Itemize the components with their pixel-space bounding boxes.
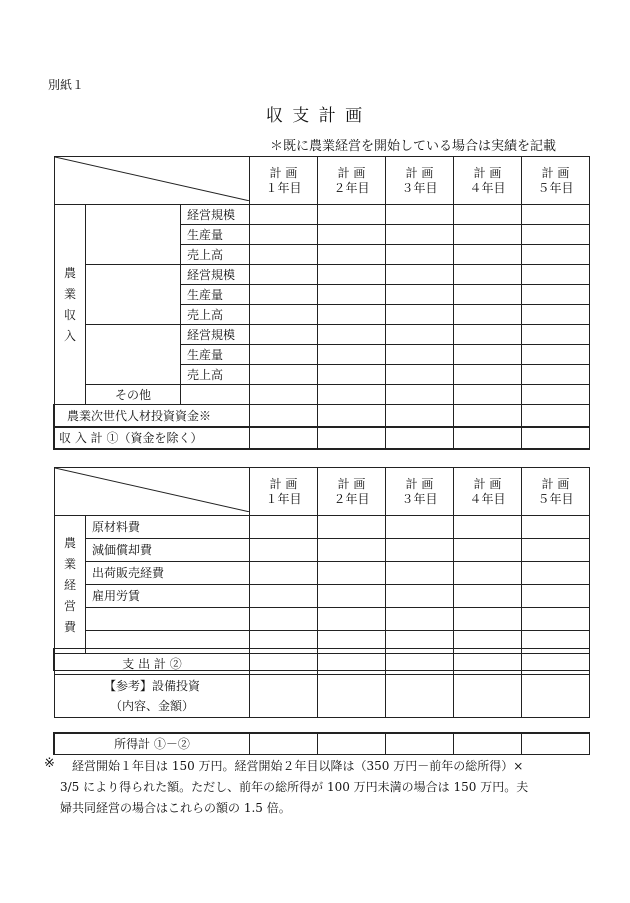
income-table: [54, 156, 590, 449]
value-cell[interactable]: [250, 325, 318, 345]
year-header-5: 計 画 ５年目: [522, 157, 590, 205]
value-cell[interactable]: [522, 734, 590, 755]
value-cell[interactable]: [318, 427, 386, 449]
value-cell[interactable]: [454, 385, 522, 405]
value-cell[interactable]: [522, 345, 590, 365]
value-cell[interactable]: [522, 285, 590, 305]
value-cell[interactable]: [454, 585, 522, 608]
value-cell[interactable]: [250, 305, 318, 325]
expense-category-label: 農 業 経 営 費: [55, 516, 86, 654]
value-cell[interactable]: [250, 345, 318, 365]
year-header-1: 計 画 １年目: [250, 468, 318, 516]
value-cell[interactable]: [454, 285, 522, 305]
item-label-production: 生産量: [181, 225, 250, 245]
value-cell[interactable]: [454, 734, 522, 755]
item-label-sales: 売上高: [181, 305, 250, 325]
value-cell[interactable]: [522, 305, 590, 325]
value-cell[interactable]: [454, 265, 522, 285]
value-cell[interactable]: [454, 345, 522, 365]
value-cell[interactable]: [250, 516, 318, 539]
value-cell[interactable]: [522, 654, 590, 675]
value-cell[interactable]: [250, 225, 318, 245]
value-cell[interactable]: [250, 245, 318, 265]
value-cell[interactable]: [454, 325, 522, 345]
value-cell[interactable]: [386, 325, 454, 345]
table-row: [55, 385, 590, 405]
table-row: [55, 325, 590, 345]
value-cell[interactable]: [318, 345, 386, 365]
item-label-sales: 売上高: [181, 245, 250, 265]
value-cell[interactable]: [250, 654, 318, 675]
value-cell[interactable]: [522, 365, 590, 385]
value-cell[interactable]: [522, 205, 590, 225]
table-row: [55, 539, 590, 562]
expense-item-blank-2[interactable]: [86, 631, 250, 654]
value-cell[interactable]: [318, 285, 386, 305]
value-cell[interactable]: [454, 427, 522, 449]
item-label-production: 生産量: [181, 285, 250, 305]
value-cell[interactable]: [386, 225, 454, 245]
value-cell[interactable]: [386, 654, 454, 675]
value-cell[interactable]: [386, 265, 454, 285]
footnote-line-3: 婦共同経営の場合はこれらの額の 1.5 倍。: [60, 801, 291, 815]
value-cell[interactable]: [454, 608, 522, 631]
value-cell[interactable]: [454, 539, 522, 562]
value-cell[interactable]: [522, 265, 590, 285]
footnote-line-2: 3/5 により得られた額。ただし、前年の総所得が 100 万円未満の場合は 150 万円。夫: [60, 780, 529, 794]
expense-item-raw-materials: 原材料費: [86, 516, 250, 539]
value-cell[interactable]: [386, 585, 454, 608]
year-header-4: 計 画 ４年目: [454, 468, 522, 516]
value-cell[interactable]: [318, 205, 386, 225]
value-cell[interactable]: [318, 225, 386, 245]
value-cell[interactable]: [318, 539, 386, 562]
value-cell[interactable]: [522, 539, 590, 562]
attachment-label: 別紙１: [48, 78, 85, 92]
value-cell[interactable]: [454, 562, 522, 585]
year-header-4: 計 画 ４年目: [454, 157, 522, 205]
value-cell[interactable]: [386, 285, 454, 305]
value-cell[interactable]: [250, 562, 318, 585]
value-cell[interactable]: [318, 245, 386, 265]
year-header-5: 計 画 ５年目: [522, 468, 590, 516]
value-cell[interactable]: [318, 585, 386, 608]
value-cell[interactable]: [386, 631, 454, 654]
value-cell[interactable]: [386, 345, 454, 365]
value-cell[interactable]: [318, 562, 386, 585]
value-cell[interactable]: [522, 225, 590, 245]
diagonal-line: [55, 468, 250, 512]
diagonal-line: [55, 157, 250, 201]
year-header-2: 計 画 ２年目: [318, 157, 386, 205]
item-label-scale: 経営規模: [181, 205, 250, 225]
profit-total-row: [55, 734, 590, 755]
profit-total-table: [54, 733, 590, 755]
item-label-sales: 売上高: [181, 365, 250, 385]
value-cell[interactable]: [318, 325, 386, 345]
value-cell[interactable]: [386, 427, 454, 449]
value-cell[interactable]: [318, 631, 386, 654]
value-cell[interactable]: [250, 539, 318, 562]
value-cell[interactable]: [522, 405, 590, 427]
reference-row: [55, 675, 590, 718]
value-cell[interactable]: [250, 365, 318, 385]
value-cell[interactable]: [318, 608, 386, 631]
other-label: その他: [86, 385, 181, 405]
subsidy-label: 農業次世代人材投資資金※: [55, 405, 250, 427]
value-cell[interactable]: [454, 675, 522, 718]
table-row: [55, 205, 590, 225]
value-cell[interactable]: [386, 675, 454, 718]
expense-item-labor: 雇用労賃: [86, 585, 250, 608]
value-cell[interactable]: [318, 675, 386, 718]
value-cell[interactable]: [522, 562, 590, 585]
value-cell[interactable]: [318, 365, 386, 385]
value-cell[interactable]: [318, 734, 386, 755]
expense-item-depreciation: 減価償却費: [86, 539, 250, 562]
expense-header-row: [55, 468, 590, 516]
subsidy-row: [55, 405, 590, 427]
value-cell[interactable]: [386, 562, 454, 585]
expense-item-shipping: 出荷販売経費: [86, 562, 250, 585]
crop-name-cell-1[interactable]: [86, 205, 181, 265]
table-row: [55, 631, 590, 654]
table-row: [55, 585, 590, 608]
value-cell[interactable]: [454, 305, 522, 325]
value-cell[interactable]: [522, 631, 590, 654]
value-cell[interactable]: [522, 608, 590, 631]
crop-name-cell-2[interactable]: [86, 265, 181, 325]
value-cell[interactable]: [250, 205, 318, 225]
value-cell[interactable]: [386, 539, 454, 562]
value-cell[interactable]: [318, 305, 386, 325]
year-header-1: 計 画 １年目: [250, 157, 318, 205]
value-cell[interactable]: [386, 405, 454, 427]
page-subtitle: ＊既に農業経営を開始している場合は実績を記載: [270, 139, 557, 154]
value-cell[interactable]: [522, 245, 590, 265]
table-row: [55, 516, 590, 539]
value-cell[interactable]: [318, 265, 386, 285]
value-cell[interactable]: [250, 285, 318, 305]
value-cell[interactable]: [522, 675, 590, 718]
year-header-3: 計 画 ３年目: [386, 157, 454, 205]
value-cell[interactable]: [454, 631, 522, 654]
crop-name-cell-3[interactable]: [86, 325, 181, 385]
value-cell[interactable]: [386, 365, 454, 385]
footnote-mark: ※: [44, 756, 55, 771]
value-cell[interactable]: [250, 427, 318, 449]
value-cell[interactable]: [454, 205, 522, 225]
income-category-label: 農 業 収 入: [55, 205, 86, 405]
value-cell[interactable]: [386, 305, 454, 325]
income-total-row: [55, 427, 590, 449]
value-cell[interactable]: [454, 654, 522, 675]
expense-total-row: [55, 654, 590, 675]
expense-item-blank-1[interactable]: [86, 608, 250, 631]
value-cell[interactable]: [318, 654, 386, 675]
other-detail-cell[interactable]: [181, 385, 250, 405]
year-header-2: 計 画 ２年目: [318, 468, 386, 516]
value-cell[interactable]: [250, 585, 318, 608]
page-title: 収 支 計 画: [265, 106, 365, 126]
value-cell[interactable]: [250, 608, 318, 631]
income-header-diagonal-cell: [55, 157, 250, 205]
value-cell[interactable]: [250, 265, 318, 285]
income-header-row: [55, 157, 590, 205]
value-cell[interactable]: [522, 325, 590, 345]
value-cell[interactable]: [454, 365, 522, 385]
value-cell[interactable]: [522, 585, 590, 608]
value-cell[interactable]: [454, 516, 522, 539]
value-cell[interactable]: [386, 205, 454, 225]
table-row: [55, 608, 590, 631]
value-cell[interactable]: [522, 516, 590, 539]
value-cell[interactable]: [386, 385, 454, 405]
value-cell[interactable]: [386, 245, 454, 265]
value-cell[interactable]: [454, 225, 522, 245]
value-cell[interactable]: [318, 385, 386, 405]
value-cell[interactable]: [522, 385, 590, 405]
value-cell[interactable]: [522, 427, 590, 449]
value-cell[interactable]: [250, 734, 318, 755]
value-cell[interactable]: [386, 516, 454, 539]
value-cell[interactable]: [250, 675, 318, 718]
item-label-production: 生産量: [181, 345, 250, 365]
expense-header-diagonal-cell: [55, 468, 250, 516]
value-cell[interactable]: [318, 516, 386, 539]
value-cell[interactable]: [454, 245, 522, 265]
table-row: [55, 265, 590, 285]
expense-total-label: 支 出 計 ②: [55, 654, 250, 675]
profit-total-label: 所得計 ①－②: [55, 734, 250, 755]
year-header-3: 計 画 ３年目: [386, 468, 454, 516]
value-cell[interactable]: [318, 405, 386, 427]
value-cell[interactable]: [386, 734, 454, 755]
expense-table: [54, 467, 590, 718]
item-label-scale: 経営規模: [181, 325, 250, 345]
value-cell[interactable]: [454, 405, 522, 427]
value-cell[interactable]: [250, 631, 318, 654]
table-row: [55, 562, 590, 585]
item-label-scale: 経営規模: [181, 265, 250, 285]
income-total-label: 収 入 計 ①（資金を除く）: [55, 427, 250, 449]
footnote-line-1: 経営開始１年目は 150 万円。経営開始２年目以降は（350 万円－前年の総所得）×: [72, 759, 524, 773]
reference-label: 【参考】設備投資 （内容、金額）: [55, 675, 250, 718]
value-cell[interactable]: [250, 405, 318, 427]
value-cell[interactable]: [386, 608, 454, 631]
value-cell[interactable]: [250, 385, 318, 405]
